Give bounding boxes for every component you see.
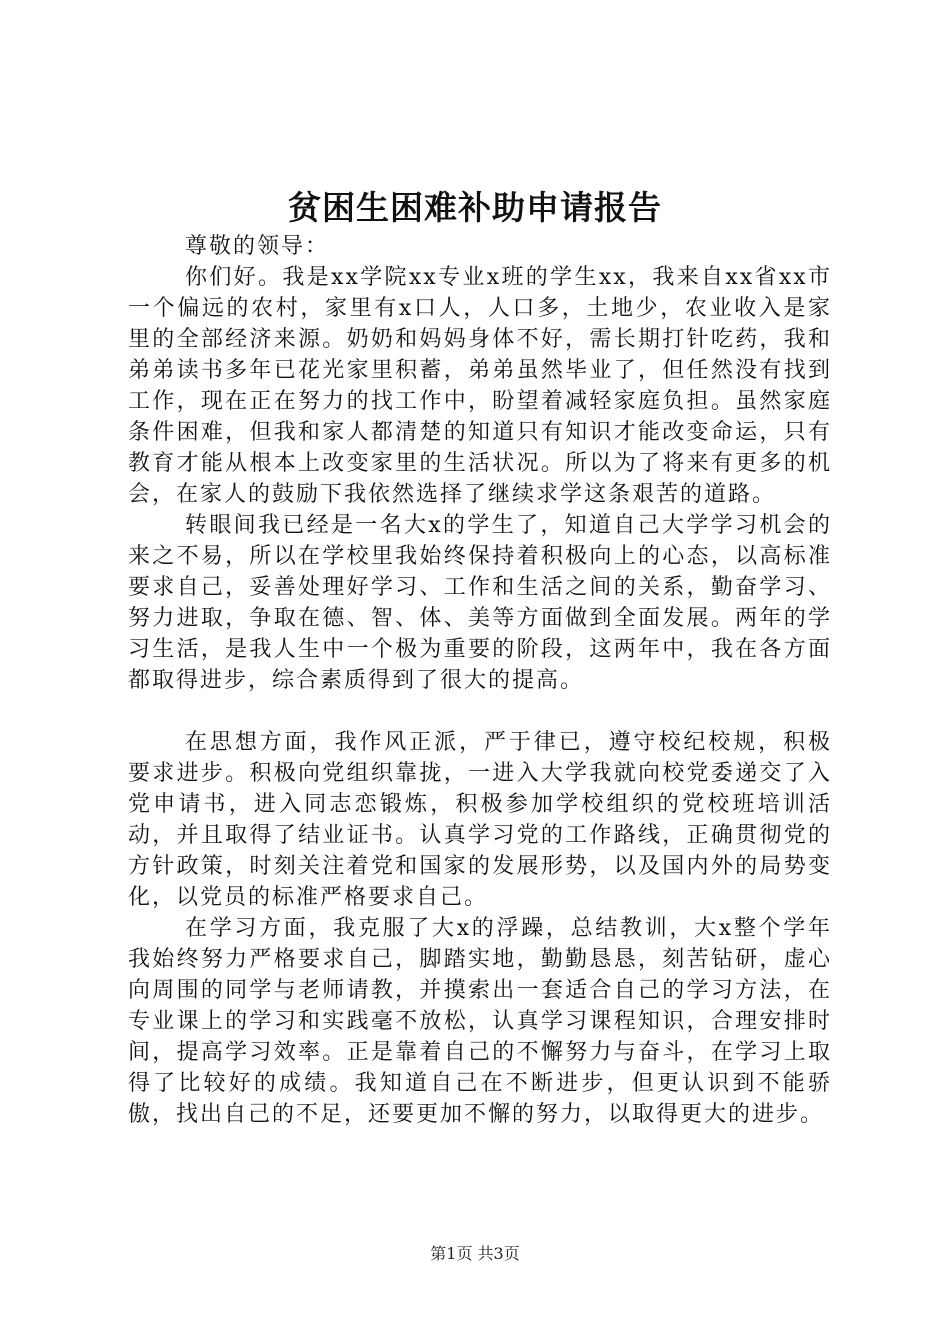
- page-footer: 第1页 共3页: [430, 1244, 520, 1263]
- paragraph-study: 在学习方面，我克服了大x的浮躁，总结教训，大x整个学年我始终努力严格要求自己，脚踏实地，勤勤恳恳，刻苦钻研，虚心向周围的同学与老师请教，并摸索出一套适合自己的学习方法，在专业课上的学习和实践毫不放松，认真学习课程知识，合理安排时间，提高学习效率。正是靠着自己的不懈努力与奋斗，在学习上取得了比较好的成绩。我知道自己在不断进步，但更认识到不能骄傲，找出自己的不足，还要更加不懈的努力，以取得更大的进步。: [128, 916, 832, 1127]
- paragraph-family-background: 你们好。我是xx学院xx专业x班的学生xx，我来自xx省xx市一个偏远的农村，家里有x口人，人口多，土地少，农业收入是家里的全部经济来源。奶奶和妈妈身体不好，需长期打针吃药，我和弟弟读书多年已花光家里积蓄，弟弟虽然毕业了，但任然没有找到工作，现在正在努力的找工作中，盼望着减轻家庭负担。虽然家庭条件困难，但我和家人都清楚的知道只有知识才能改变命运，只有教育才能从根本上改变家里的生活状况。所以为了将来有更多的机会，在家人的鼓励下我依然选择了继续求学这条艰苦的道路。: [128, 265, 832, 507]
- paragraph-ideology: 在思想方面，我作风正派，严于律已，遵守校纪校规，积极要求进步。积极向党组织靠拢，一进入大学我就向校党委递交了入党申请书，进入同志恋锻炼，积极参加学校组织的党校班培训活动，并且取得了结业证书。认真学习党的工作路线，正确贯彻党的方针政策，时刻关注着党和国家的发展形势，以及国内外的局势变化，以党员的标准严格要求自己。: [128, 730, 832, 910]
- salutation: 尊敬的领导：: [185, 234, 330, 259]
- document-body: [128, 231, 832, 1130]
- document-title: 贫困生困难补助申请报告: [288, 188, 662, 227]
- paragraph-university-life: 转眼间我已经是一名大x的学生了，知道自己大学学习机会的来之不易，所以在学校里我始终保持着积极向上的心态，以高标准要求自己，妥善处理好学习、工作和生活之间的关系，勤奋学习、努力进取，争取在德、智、体、美等方面做到全面发展。两年的学习生活，是我人生中一个极为重要的阶段，这两年中，我在各方面都取得进步，综合素质得到了很大的提高。: [128, 513, 832, 693]
